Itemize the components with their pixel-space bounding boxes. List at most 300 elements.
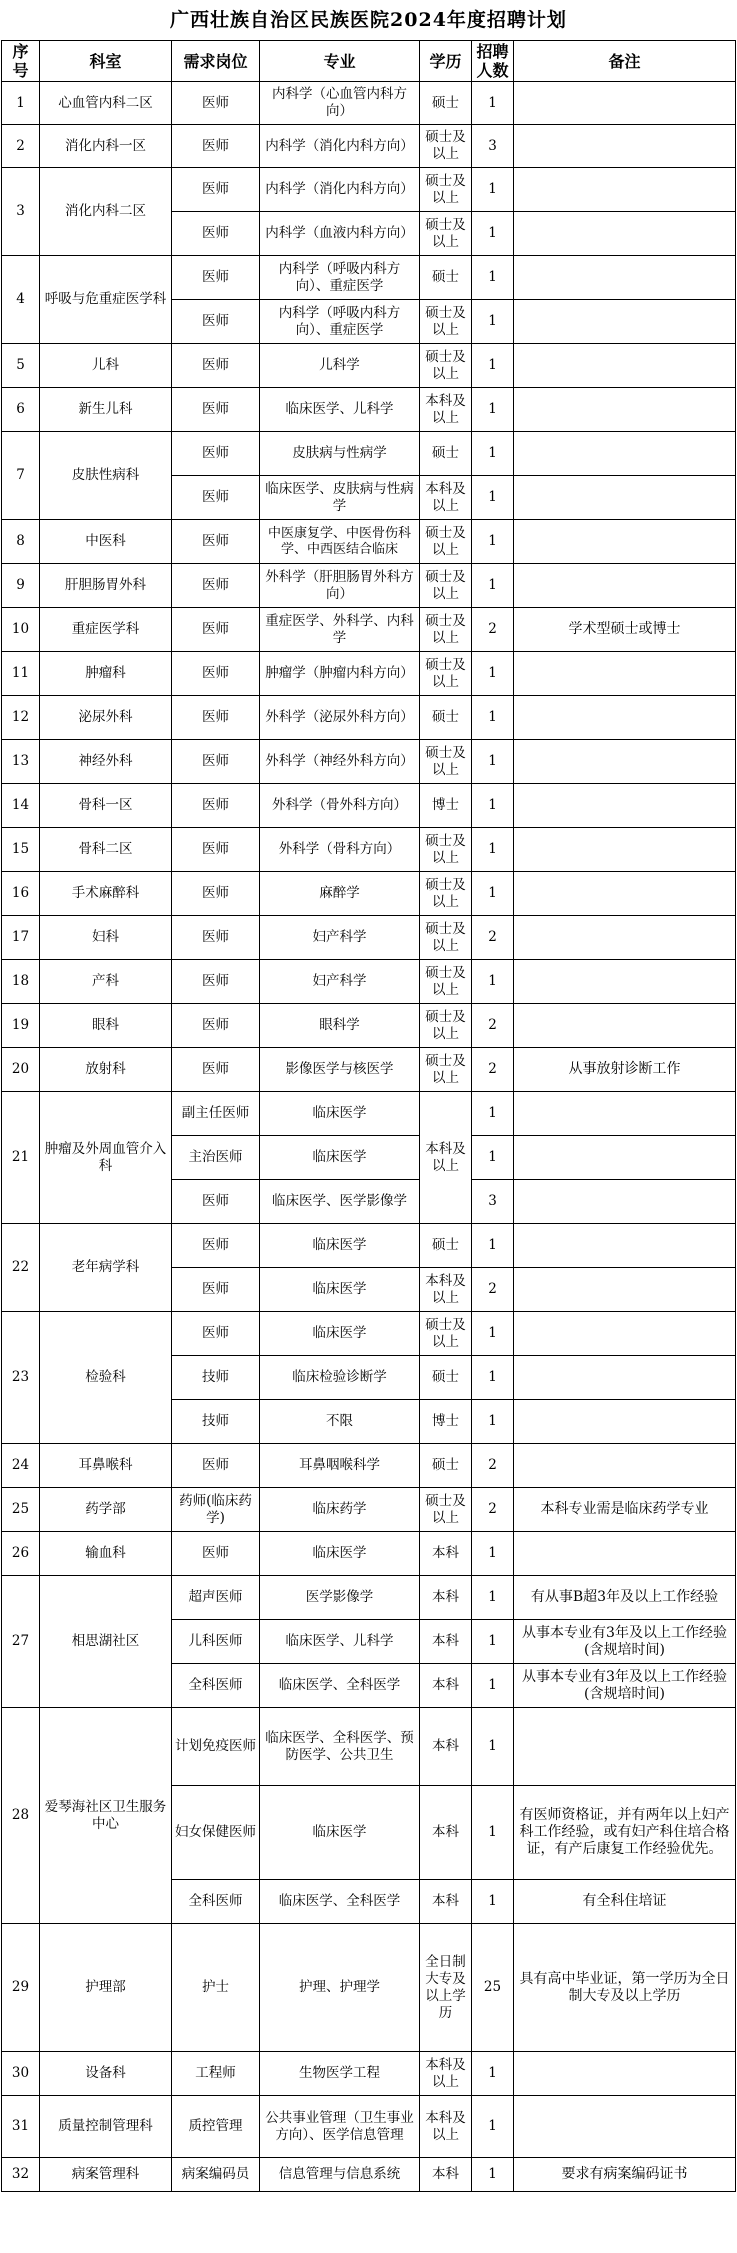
row-count: 25 <box>472 1924 514 2052</box>
table-row <box>2 1488 736 1532</box>
row-major: 公共事业管理（卫生事业方向）、医学信息管理 <box>260 2096 420 2158</box>
row-no: 6 <box>2 388 40 432</box>
row-note <box>514 1444 736 1488</box>
row-count: 1 <box>472 1312 514 1356</box>
row-count: 1 <box>472 212 514 256</box>
row-note <box>514 82 736 125</box>
table-row <box>2 344 736 388</box>
row-dept: 爱琴海社区卫生服务中心 <box>40 1708 172 1924</box>
row-note <box>514 960 736 1004</box>
row-post: 药师(临床药学) <box>172 1488 260 1532</box>
row-count: 1 <box>472 652 514 696</box>
row-edu: 本科及以上 <box>420 2052 472 2096</box>
row-note <box>514 2052 736 2096</box>
table-row <box>2 2052 736 2096</box>
header-major: 专业 <box>260 41 420 82</box>
row-no: 1 <box>2 82 40 125</box>
row-note <box>514 1356 736 1400</box>
row-post: 医师 <box>172 564 260 608</box>
row-major: 肿瘤学（肿瘤内科方向） <box>260 652 420 696</box>
row-edu: 硕士 <box>420 1356 472 1400</box>
row-count: 1 <box>472 168 514 212</box>
table-row <box>2 828 736 872</box>
row-count: 2 <box>472 1488 514 1532</box>
row-post: 医师 <box>172 652 260 696</box>
row-major: 内科学（消化内科方向） <box>260 168 420 212</box>
table-row <box>2 1532 736 1576</box>
row-post: 医师 <box>172 608 260 652</box>
row-count: 1 <box>472 828 514 872</box>
row-edu: 硕士及以上 <box>420 125 472 168</box>
row-post: 医师 <box>172 740 260 784</box>
row-major: 外科学（神经外科方向） <box>260 740 420 784</box>
row-note <box>514 1312 736 1356</box>
row-edu: 硕士及以上 <box>420 652 472 696</box>
row-edu: 硕士及以上 <box>420 916 472 960</box>
row-no: 27 <box>2 1576 40 1708</box>
row-edu: 硕士 <box>420 1224 472 1268</box>
row-post: 妇女保健医师 <box>172 1786 260 1880</box>
table-row <box>2 1312 736 1356</box>
row-note: 有医师资格证，并有两年以上妇产科工作经验，或有妇产科住培合格证，有产后康复工作经验优先。 <box>514 1786 736 1880</box>
row-post: 医师 <box>172 344 260 388</box>
row-no: 11 <box>2 652 40 696</box>
row-major: 皮肤病与性病学 <box>260 432 420 476</box>
row-post: 医师 <box>172 520 260 564</box>
row-post: 护士 <box>172 1924 260 2052</box>
row-note <box>514 564 736 608</box>
row-note <box>514 784 736 828</box>
row-count: 1 <box>472 2052 514 2096</box>
table-row <box>2 1048 736 1092</box>
row-major: 麻醉学 <box>260 872 420 916</box>
row-post: 医师 <box>172 828 260 872</box>
row-post: 医师 <box>172 168 260 212</box>
row-note: 从事放射诊断工作 <box>514 1048 736 1092</box>
table-row <box>2 740 736 784</box>
header-count: 招聘人数 <box>472 41 514 82</box>
row-count: 1 <box>472 1664 514 1708</box>
row-note: 学术型硕士或博士 <box>514 608 736 652</box>
row-major: 医学影像学 <box>260 1576 420 1620</box>
row-count: 2 <box>472 916 514 960</box>
row-edu: 硕士及以上 <box>420 960 472 1004</box>
row-dept: 产科 <box>40 960 172 1004</box>
row-note <box>514 696 736 740</box>
row-edu: 硕士及以上 <box>420 828 472 872</box>
row-post: 医师 <box>172 1532 260 1576</box>
row-no: 5 <box>2 344 40 388</box>
row-dept: 输血科 <box>40 1532 172 1576</box>
row-edu: 硕士及以上 <box>420 300 472 344</box>
row-post: 超声医师 <box>172 1576 260 1620</box>
row-no: 7 <box>2 432 40 520</box>
row-dept: 消化内科二区 <box>40 168 172 256</box>
row-major: 内科学（心血管内科方向） <box>260 82 420 125</box>
header-note: 备注 <box>514 41 736 82</box>
header-row <box>2 41 736 82</box>
row-no: 18 <box>2 960 40 1004</box>
row-count: 1 <box>472 740 514 784</box>
row-edu: 本科及以上 <box>420 476 472 520</box>
row-post: 医师 <box>172 1268 260 1312</box>
row-no: 13 <box>2 740 40 784</box>
row-major: 临床医学、全科医学、预防医学、公共卫生 <box>260 1708 420 1786</box>
table-row <box>2 916 736 960</box>
row-post: 医师 <box>172 872 260 916</box>
row-count: 1 <box>472 1400 514 1444</box>
row-count: 2 <box>472 1444 514 1488</box>
row-edu: 本科及以上 <box>420 388 472 432</box>
row-post: 副主任医师 <box>172 1092 260 1136</box>
row-major: 重症医学、外科学、内科学 <box>260 608 420 652</box>
row-edu: 本科 <box>420 1880 472 1924</box>
table-row <box>2 696 736 740</box>
row-count: 1 <box>472 2158 514 2192</box>
row-major: 临床检验诊断学 <box>260 1356 420 1400</box>
row-major: 临床医学 <box>260 1224 420 1268</box>
row-count: 1 <box>472 344 514 388</box>
row-count: 1 <box>472 1576 514 1620</box>
row-dept: 相思湖社区 <box>40 1576 172 1708</box>
row-edu: 本科 <box>420 1620 472 1664</box>
row-edu: 硕士及以上 <box>420 344 472 388</box>
row-major: 妇产科学 <box>260 960 420 1004</box>
table-row <box>2 652 736 696</box>
row-no: 25 <box>2 1488 40 1532</box>
table-row <box>2 784 736 828</box>
row-dept: 中医科 <box>40 520 172 564</box>
row-dept: 心血管内科二区 <box>40 82 172 125</box>
table-row <box>2 388 736 432</box>
row-note <box>514 1136 736 1180</box>
row-post: 医师 <box>172 1224 260 1268</box>
row-post: 医师 <box>172 1004 260 1048</box>
page-title: 广西壮族自治区民族医院2024年度招聘计划 <box>170 9 567 31</box>
row-post: 医师 <box>172 1312 260 1356</box>
row-no: 16 <box>2 872 40 916</box>
row-edu: 本科 <box>420 2158 472 2192</box>
row-major: 临床医学 <box>260 1268 420 1312</box>
row-post: 技师 <box>172 1356 260 1400</box>
row-note <box>514 432 736 476</box>
row-dept: 新生儿科 <box>40 388 172 432</box>
row-edu: 硕士及以上 <box>420 520 472 564</box>
row-no: 3 <box>2 168 40 256</box>
row-edu: 硕士 <box>420 432 472 476</box>
row-edu: 硕士及以上 <box>420 872 472 916</box>
row-count: 1 <box>472 300 514 344</box>
table-row <box>2 125 736 168</box>
row-edu: 本科及以上 <box>420 1092 472 1224</box>
row-major: 信息管理与信息系统 <box>260 2158 420 2192</box>
row-no: 14 <box>2 784 40 828</box>
row-major: 临床医学、儿科学 <box>260 1620 420 1664</box>
row-dept: 泌尿外科 <box>40 696 172 740</box>
row-count: 2 <box>472 608 514 652</box>
row-count: 1 <box>472 696 514 740</box>
row-major: 外科学（泌尿外科方向） <box>260 696 420 740</box>
row-dept: 皮肤性病科 <box>40 432 172 520</box>
row-major: 临床医学、皮肤病与性病学 <box>260 476 420 520</box>
table-row <box>2 2158 736 2192</box>
row-edu: 本科 <box>420 1786 472 1880</box>
row-major: 生物医学工程 <box>260 2052 420 2096</box>
row-no: 32 <box>2 2158 40 2192</box>
table-row <box>2 2096 736 2158</box>
row-major: 内科学（消化内科方向） <box>260 125 420 168</box>
row-edu: 本科及以上 <box>420 2096 472 2158</box>
row-count: 1 <box>472 872 514 916</box>
table-row <box>2 1576 736 1620</box>
row-dept: 手术麻醉科 <box>40 872 172 916</box>
row-edu: 硕士及以上 <box>420 608 472 652</box>
row-major: 护理、护理学 <box>260 1924 420 2052</box>
row-no: 21 <box>2 1092 40 1224</box>
row-dept: 设备科 <box>40 2052 172 2096</box>
row-edu: 硕士及以上 <box>420 1004 472 1048</box>
row-note: 从事本专业有3年及以上工作经验(含规培时间) <box>514 1664 736 1708</box>
row-major: 外科学（骨科方向） <box>260 828 420 872</box>
row-count: 1 <box>472 1786 514 1880</box>
row-edu: 硕士及以上 <box>420 564 472 608</box>
row-note <box>514 2096 736 2158</box>
row-note <box>514 256 736 300</box>
row-count: 1 <box>472 476 514 520</box>
row-no: 12 <box>2 696 40 740</box>
row-dept: 放射科 <box>40 1048 172 1092</box>
row-dept: 质量控制管理科 <box>40 2096 172 2158</box>
row-major: 临床医学、儿科学 <box>260 388 420 432</box>
row-no: 15 <box>2 828 40 872</box>
table-row <box>2 1004 736 1048</box>
row-note <box>514 916 736 960</box>
row-edu: 硕士及以上 <box>420 1048 472 1092</box>
row-note <box>514 1004 736 1048</box>
row-post: 医师 <box>172 696 260 740</box>
row-dept: 药学部 <box>40 1488 172 1532</box>
row-count: 1 <box>472 432 514 476</box>
row-note <box>514 652 736 696</box>
row-count: 1 <box>472 388 514 432</box>
row-edu: 博士 <box>420 1400 472 1444</box>
row-no: 31 <box>2 2096 40 2158</box>
row-note <box>514 872 736 916</box>
row-note: 有全科住培证 <box>514 1880 736 1924</box>
row-no: 19 <box>2 1004 40 1048</box>
row-post: 医师 <box>172 212 260 256</box>
row-post: 医师 <box>172 784 260 828</box>
row-edu: 本科 <box>420 1532 472 1576</box>
row-count: 1 <box>472 256 514 300</box>
row-edu: 硕士及以上 <box>420 740 472 784</box>
row-no: 17 <box>2 916 40 960</box>
row-major: 临床医学 <box>260 1312 420 1356</box>
row-post: 全科医师 <box>172 1664 260 1708</box>
row-note <box>514 520 736 564</box>
row-count: 1 <box>472 1708 514 1786</box>
row-note: 要求有病案编码证书 <box>514 2158 736 2192</box>
row-major: 眼科学 <box>260 1004 420 1048</box>
row-post: 计划免疫医师 <box>172 1708 260 1786</box>
header-no: 序号 <box>2 41 40 82</box>
row-edu: 全日制大专及以上学历 <box>420 1924 472 2052</box>
row-note <box>514 1224 736 1268</box>
row-edu: 硕士及以上 <box>420 1312 472 1356</box>
row-dept: 神经外科 <box>40 740 172 784</box>
row-note <box>514 476 736 520</box>
row-edu: 硕士 <box>420 82 472 125</box>
table-row <box>2 256 736 300</box>
table-row <box>2 168 736 212</box>
row-dept: 重症医学科 <box>40 608 172 652</box>
row-dept: 肿瘤科 <box>40 652 172 696</box>
row-dept: 骨科一区 <box>40 784 172 828</box>
table-row <box>2 432 736 476</box>
row-post: 全科医师 <box>172 1880 260 1924</box>
row-edu: 本科 <box>420 1576 472 1620</box>
row-dept: 儿科 <box>40 344 172 388</box>
row-dept: 呼吸与危重症医学科 <box>40 256 172 344</box>
row-edu: 本科 <box>420 1664 472 1708</box>
row-post: 医师 <box>172 476 260 520</box>
row-count: 1 <box>472 564 514 608</box>
row-count: 1 <box>472 1224 514 1268</box>
row-post: 医师 <box>172 1180 260 1224</box>
table-row <box>2 1444 736 1488</box>
row-note: 具有高中毕业证，第一学历为全日制大专及以上学历 <box>514 1924 736 2052</box>
row-count: 1 <box>472 520 514 564</box>
row-edu: 硕士 <box>420 1444 472 1488</box>
table-row <box>2 960 736 1004</box>
row-post: 儿科医师 <box>172 1620 260 1664</box>
table-row <box>2 872 736 916</box>
row-note <box>514 1180 736 1224</box>
row-post: 医师 <box>172 432 260 476</box>
row-dept: 检验科 <box>40 1312 172 1444</box>
recruitment-table <box>1 40 736 2192</box>
row-dept: 妇科 <box>40 916 172 960</box>
row-edu: 硕士 <box>420 696 472 740</box>
row-major: 临床医学 <box>260 1786 420 1880</box>
row-major: 儿科学 <box>260 344 420 388</box>
table-row <box>2 1924 736 2052</box>
table-row <box>2 608 736 652</box>
row-note <box>514 1400 736 1444</box>
row-note <box>514 1092 736 1136</box>
row-note <box>514 828 736 872</box>
table-row <box>2 564 736 608</box>
row-count: 1 <box>472 1136 514 1180</box>
row-major: 临床医学、全科医学 <box>260 1880 420 1924</box>
row-note: 从事本专业有3年及以上工作经验(含规培时间) <box>514 1620 736 1664</box>
row-major: 内科学（呼吸内科方向）、重症医学 <box>260 256 420 300</box>
header-dept: 科室 <box>40 41 172 82</box>
row-no: 2 <box>2 125 40 168</box>
row-count: 1 <box>472 2096 514 2158</box>
row-note: 本科专业需是临床药学专业 <box>514 1488 736 1532</box>
row-major: 影像医学与核医学 <box>260 1048 420 1092</box>
row-note <box>514 344 736 388</box>
row-major: 临床医学 <box>260 1136 420 1180</box>
row-count: 2 <box>472 1268 514 1312</box>
row-post: 医师 <box>172 300 260 344</box>
row-note <box>514 212 736 256</box>
row-edu: 本科 <box>420 1708 472 1786</box>
row-major: 临床药学 <box>260 1488 420 1532</box>
row-no: 8 <box>2 520 40 564</box>
row-edu: 硕士 <box>420 256 472 300</box>
row-major: 临床医学、全科医学 <box>260 1664 420 1708</box>
table-row <box>2 1224 736 1268</box>
row-post: 医师 <box>172 960 260 1004</box>
row-post: 医师 <box>172 1048 260 1092</box>
row-no: 29 <box>2 1924 40 2052</box>
row-major: 外科学（肝胆肠胃外科方向） <box>260 564 420 608</box>
row-no: 20 <box>2 1048 40 1092</box>
row-edu: 博士 <box>420 784 472 828</box>
row-no: 24 <box>2 1444 40 1488</box>
row-count: 1 <box>472 1356 514 1400</box>
row-no: 10 <box>2 608 40 652</box>
row-major: 临床医学、医学影像学 <box>260 1180 420 1224</box>
row-edu: 硕士及以上 <box>420 1488 472 1532</box>
row-count: 1 <box>472 960 514 1004</box>
row-count: 1 <box>472 1620 514 1664</box>
row-major: 不限 <box>260 1400 420 1444</box>
row-note <box>514 1268 736 1312</box>
header-edu: 学历 <box>420 41 472 82</box>
row-no: 22 <box>2 1224 40 1312</box>
row-no: 9 <box>2 564 40 608</box>
table-row <box>2 1092 736 1136</box>
row-post: 医师 <box>172 125 260 168</box>
row-note: 有从事B超3年及以上工作经验 <box>514 1576 736 1620</box>
row-edu: 硕士及以上 <box>420 212 472 256</box>
row-major: 外科学（骨外科方向） <box>260 784 420 828</box>
row-note <box>514 168 736 212</box>
row-major: 内科学（血液内科方向） <box>260 212 420 256</box>
row-dept: 眼科 <box>40 1004 172 1048</box>
row-post: 主治医师 <box>172 1136 260 1180</box>
row-major: 内科学（呼吸内科方向）、重症医学 <box>260 300 420 344</box>
row-dept: 耳鼻喉科 <box>40 1444 172 1488</box>
row-no: 30 <box>2 2052 40 2096</box>
row-no: 23 <box>2 1312 40 1444</box>
row-edu: 硕士及以上 <box>420 168 472 212</box>
table-row <box>2 520 736 564</box>
row-post: 医师 <box>172 1444 260 1488</box>
row-dept: 病案管理科 <box>40 2158 172 2192</box>
row-post: 医师 <box>172 916 260 960</box>
row-note <box>514 300 736 344</box>
row-count: 1 <box>472 1532 514 1576</box>
row-post: 医师 <box>172 388 260 432</box>
table-row <box>2 82 736 125</box>
row-major: 临床医学 <box>260 1092 420 1136</box>
row-post: 病案编码员 <box>172 2158 260 2192</box>
row-post: 质控管理 <box>172 2096 260 2158</box>
row-note <box>514 1532 736 1576</box>
row-count: 2 <box>472 1048 514 1092</box>
row-no: 28 <box>2 1708 40 1924</box>
row-no: 26 <box>2 1532 40 1576</box>
row-major: 中医康复学、中医骨伤科学、中西医结合临床 <box>260 520 420 564</box>
row-count: 1 <box>472 784 514 828</box>
row-post: 医师 <box>172 82 260 125</box>
row-count: 3 <box>472 1180 514 1224</box>
row-post: 工程师 <box>172 2052 260 2096</box>
